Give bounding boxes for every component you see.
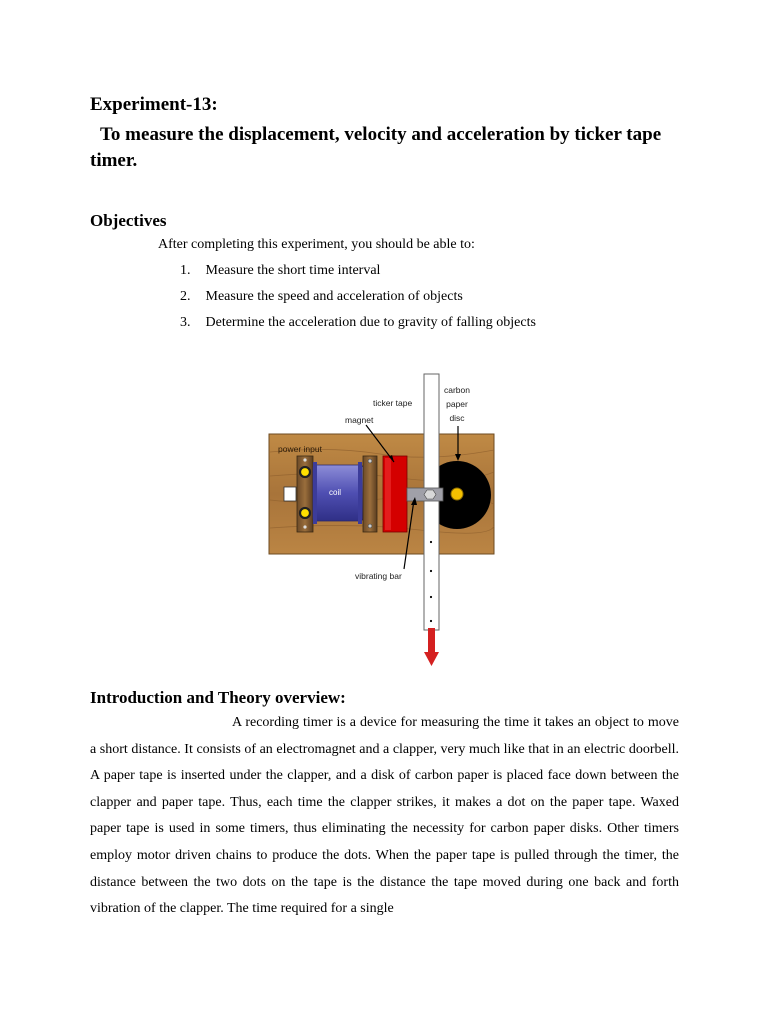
bar-nut [424, 490, 436, 499]
label-paper: paper [446, 399, 468, 409]
terminal-bottom [300, 508, 310, 518]
label-disc: disc [449, 413, 465, 423]
objective-item [180, 315, 536, 331]
tape-dot [430, 541, 432, 543]
ticker-tape [424, 374, 439, 630]
experiment-subtitle: To measure the displacement, velocity and acceleration by ticker tape timer. [90, 124, 662, 171]
disc-center [451, 488, 463, 500]
power-input-tab [284, 487, 296, 501]
label-vibrating-bar: vibrating bar [355, 571, 402, 581]
objective-item [180, 263, 380, 279]
tape-dot [430, 570, 432, 572]
pull-arrow-head [424, 652, 439, 666]
label-power-input: power input [278, 444, 322, 454]
objectives-heading: Objectives [90, 211, 167, 230]
screw-icon [368, 459, 372, 463]
label-coil: coil [329, 488, 342, 497]
label-magnet: magnet [345, 415, 374, 425]
pull-arrow-shaft [428, 628, 435, 654]
tape-dot [430, 596, 432, 598]
objective-number: 1. [180, 263, 191, 278]
objectives-intro: After completing this experiment, you should be able to: [158, 237, 475, 252]
objective-text: Measure the speed and acceleration of objects [205, 289, 463, 304]
screw-icon [303, 458, 306, 461]
objective-number: 3. [180, 315, 191, 330]
tape-dot [430, 620, 432, 622]
page-title: Experiment-13: [90, 94, 218, 115]
introduction-heading: Introduction and Theory overview: [90, 688, 346, 707]
objective-item [180, 289, 463, 305]
objective-text: Determine the acceleration due to gravity of falling objects [205, 315, 536, 330]
ticker-timer-diagram [265, 372, 505, 672]
coil-flange [358, 462, 362, 524]
screw-icon [303, 525, 306, 528]
introduction-body: A recording timer is a device for measuring the time it takes an object to move a short distance. It consists of an electromagnet and a clapper, very much like that in an electric doorbell. A paper tape is inserted under the clapper, and a disk of carbon paper is placed face down between the clapper and paper tape. Thus, each time the clapper strikes, it makes a dot on the paper tape. Waxed paper tape is used in some timers, thus eliminating the necessity for carbon paper disks. Other timers employ motor driven chains to produce the dots. When the paper tape is pulled through the timer, the distance between the two dots on the tape is the distance the tape moved during one back and forth vibration of the clapper. The time required for a single [90, 715, 679, 917]
objective-text: Measure the short time interval [205, 263, 381, 278]
magnet-highlight [385, 458, 391, 530]
right-post [363, 456, 377, 532]
label-carbon: carbon [444, 385, 470, 395]
screw-icon [368, 524, 372, 528]
objective-number: 2. [180, 289, 191, 304]
coil-flange [313, 462, 317, 524]
terminal-top [300, 467, 310, 477]
label-ticker-tape: ticker tape [373, 398, 413, 408]
